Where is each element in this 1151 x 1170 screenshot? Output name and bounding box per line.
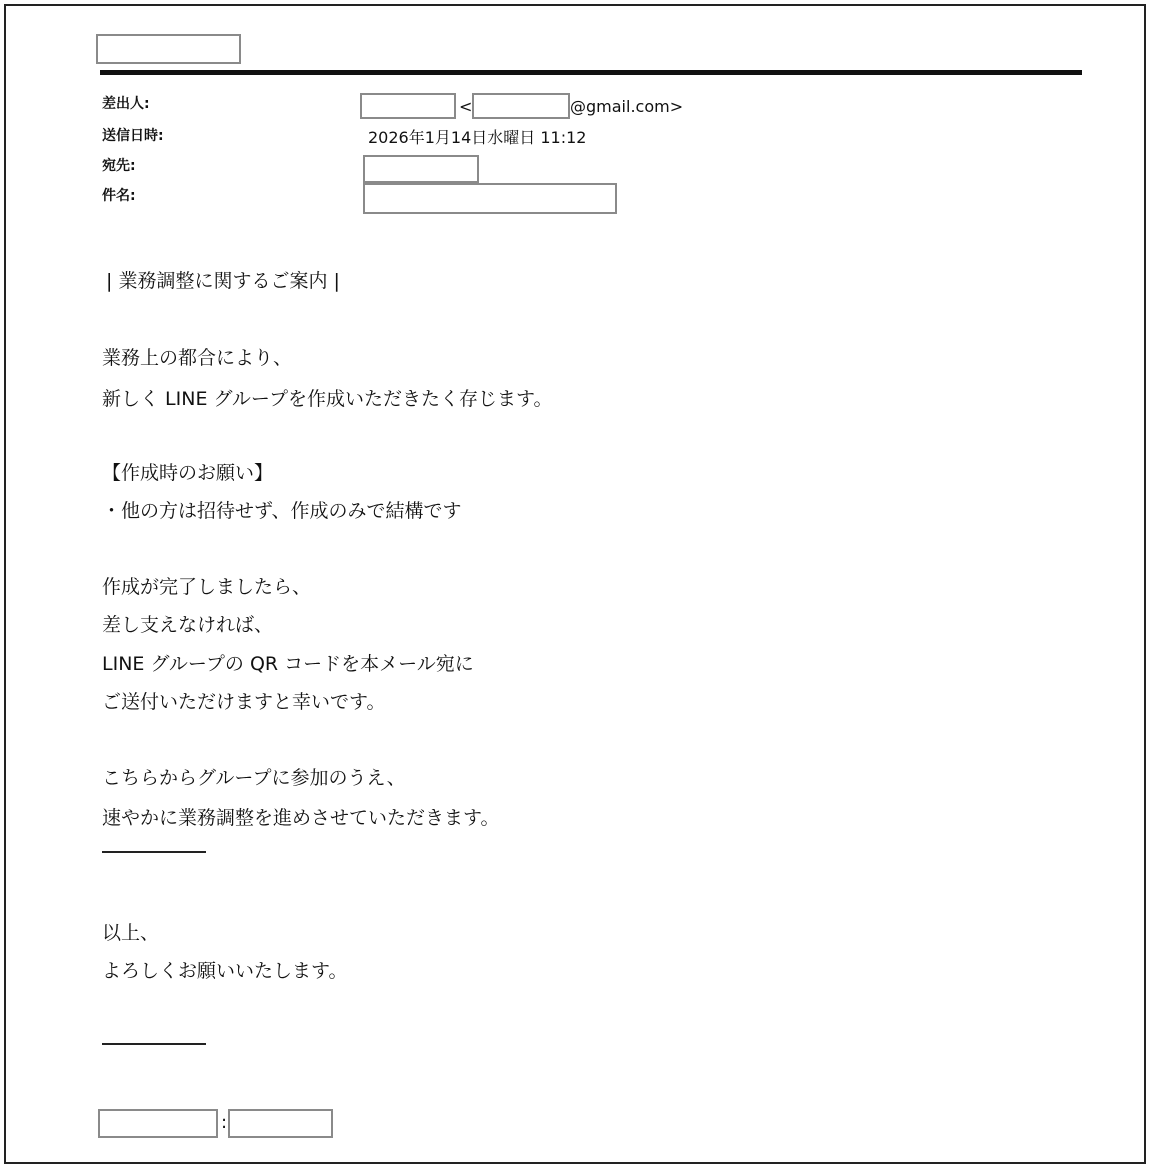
para2-line3: LINE グループの QR コードを本メール宛に bbox=[102, 653, 474, 675]
para3-line1: こちらからグループに参加のうえ、 bbox=[102, 767, 406, 789]
header-divider bbox=[100, 70, 1082, 75]
redacted-from-email-user bbox=[472, 93, 570, 119]
para1-line2: 新しく LINE グループを作成いただきたく存じます。 bbox=[102, 388, 553, 410]
separator-line bbox=[102, 851, 206, 853]
para1-line1: 業務上の都合により、 bbox=[102, 347, 293, 369]
from-email-open: < bbox=[459, 97, 473, 116]
request-heading: 【作成時のお願い】 bbox=[102, 462, 274, 484]
para2-line2: 差し支えなければ、 bbox=[102, 614, 274, 636]
signature-separator: : bbox=[221, 1112, 228, 1133]
redacted-recipient bbox=[363, 155, 479, 183]
sent-label: 送信日時: bbox=[102, 128, 164, 144]
to-label: 宛先: bbox=[102, 158, 136, 174]
para3-line2: 速やかに業務調整を進めさせていただきます。 bbox=[102, 807, 500, 829]
notice-title: | 業務調整に関するご案内 | bbox=[106, 270, 340, 292]
sent-value: 2026年1月14日水曜日 11:12 bbox=[368, 128, 587, 147]
signature-separator-line bbox=[102, 1043, 206, 1045]
redacted-sender-name bbox=[96, 34, 241, 64]
para2-line4: ご送付いただけますと幸いです。 bbox=[102, 691, 386, 713]
request-item: ・他の方は招待せず、作成のみで結構です bbox=[102, 500, 462, 522]
from-email-domain: @gmail.com> bbox=[570, 97, 684, 116]
redacted-from-name bbox=[360, 93, 456, 119]
closing-line1: 以上、 bbox=[102, 922, 160, 944]
redacted-signature-name bbox=[228, 1109, 333, 1138]
from-label: 差出人: bbox=[102, 96, 150, 112]
para2-line1: 作成が完了しましたら、 bbox=[102, 576, 312, 598]
redacted-signature-company bbox=[98, 1109, 218, 1138]
redacted-subject bbox=[363, 183, 617, 214]
closing-line2: よろしくお願いいたします。 bbox=[102, 960, 348, 982]
subject-label: 件名: bbox=[102, 188, 136, 204]
